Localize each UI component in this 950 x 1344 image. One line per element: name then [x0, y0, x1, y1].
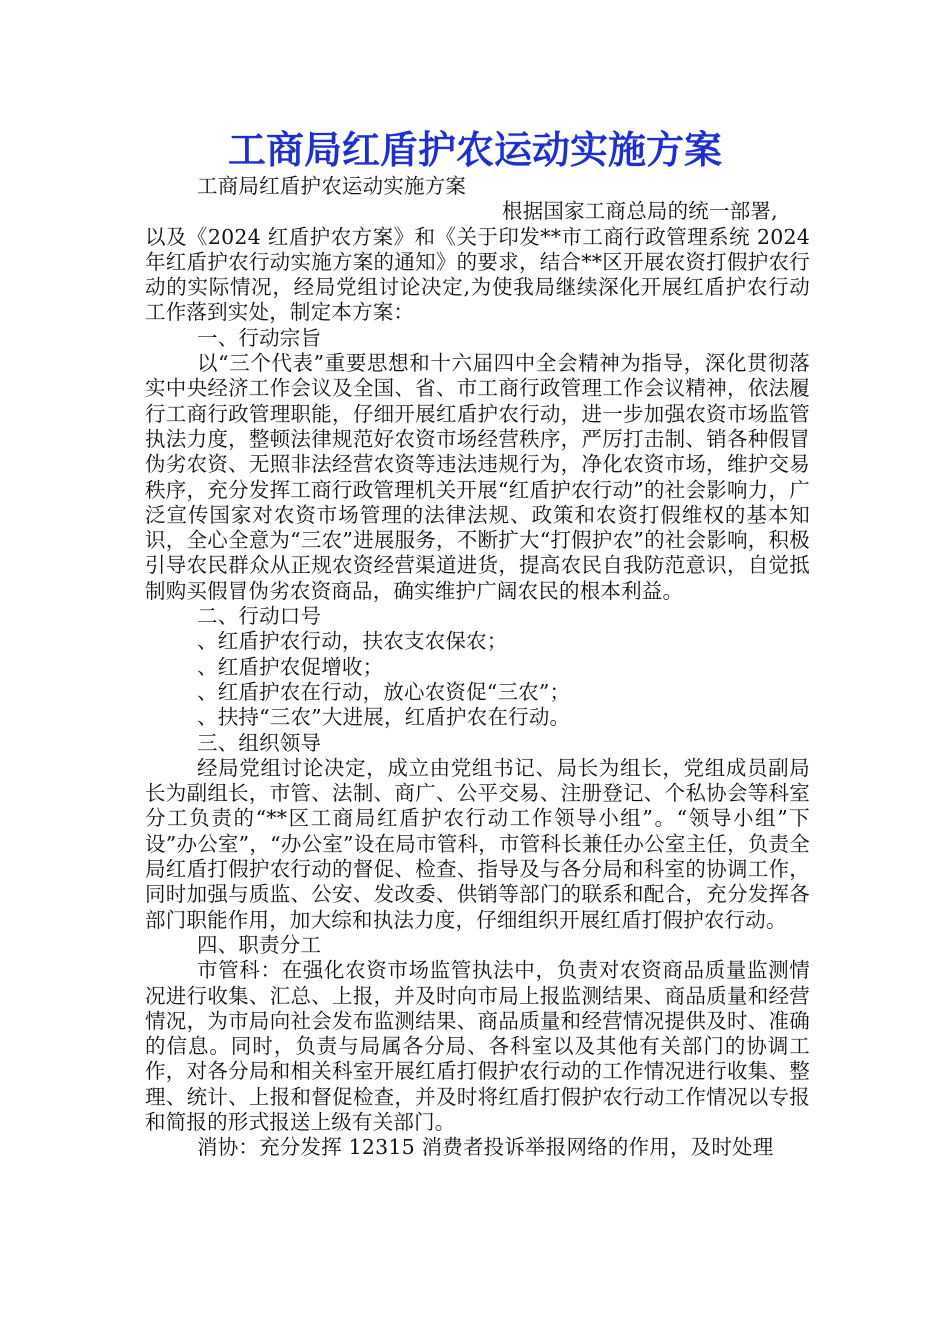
document-body [145, 174, 810, 1161]
section-3-paragraph: 经局党组讨论决定，成立由党组书记、局长为组长，党组成员副局长为副组长，市管、法制、商广、公平交易、注册登记、个私协会等科室分工负责的“**区工商局红盾护农行动工作领导小组”。“领导小组”下设”办公室”，“办公室”设在局市管科，市管科长兼任办公室主任，负责全局红盾打假护农行动的督促、检查、指导及与各分局和科室的协调工作，同时加强与质监、公安、发改委、供销等部门的联系和配合，充分发挥各部门职能作用，加大综和执法力度，仔细组织开展红盾打假护农行动。 [145, 755, 810, 932]
opening-line: 根据国家工商总局的统一部署, [502, 199, 778, 224]
section-1-paragraph: 以“三个代表”重要思想和十六届四中全会精神为指导，深化贯彻落实中央经济工作会议及全国、省、市工商行政管理工作会议精神，依法履行工商行政管理职能，仔细开展红盾护农行动，进一步加强农资市场监管执法力度，整顿法律规范好农资市场经营秩序，严厉打击制、销各种假冒伪劣农资、无照非法经营农资等违法违规行为，净化农资市场，维护交易秩序，充分发挥工商行政管理机关开展“红盾护农行动”的社会影响力，广泛宣传国家对农资市场管理的法律法规、政策和农资打假维权的基本知识，全心全意为“三农”进展服务，不断扩大“打假护农”的社会影响，积极引导农民群众从正规农资经营渠道进货，提高农民自我防范意识，自觉抵制购买假冒伪劣农资商品，确实维护广阔农民的根本利益。 [145, 351, 810, 603]
section-4-paragraph-1: 市管科：在强化农资市场监管执法中，负责对农资商品质量监测情况进行收集、汇总、上报，并及时向市局上报监测结果、商品质量和经营情况，为市局向社会发布监测结果、商品质量和经营情况提供及时、准确的信息。同时，负责与局属各分局、各科室以及其他有关部门的协调工作，对各分局和相关科室开展红盾打假护农行动的工作情况进行收集、整理、统计、上报和督促检查，并及时将红盾打假护农行动工作情况以专报和简报的形式报送上级有关部门。 [145, 958, 810, 1134]
section-heading-2: 二、行动口号 [197, 604, 322, 629]
slogan-item-1: 、红盾护农行动，扶农支农保农； [197, 629, 508, 654]
slogan-item-4: 、扶持“三农”大进展，红盾护农在行动。 [197, 705, 571, 730]
document-title: 工商局红盾护农运动实施方案 [227, 127, 722, 172]
section-heading-1: 一、行动宗旨 [197, 325, 322, 350]
section-4-paragraph-2: 消协：充分发挥 12315 消费者投诉举报网络的作用，及时处理 [197, 1135, 774, 1160]
section-heading-4: 四、职责分工 [197, 932, 322, 957]
slogan-item-2: 、红盾护农促增收； [197, 654, 384, 679]
document-subtitle: 工商局红盾护农运动实施方案 [197, 174, 467, 198]
slogan-item-3: 、红盾护农在行动，放心农资促“三农”； [197, 679, 571, 704]
section-heading-3: 三、组织领导 [197, 730, 322, 755]
opening-paragraph: 以及《2024 红盾护农方案》和《关于印发**市工商行政管理系统 2024 年红盾护农行动实施方案的通知》的要求，结合**区开展农资打假护农行动的实际情况，经局党组讨论决定,为使我局继续深化开展红盾护农行动工作落到实处，制定本方案： [145, 224, 810, 325]
